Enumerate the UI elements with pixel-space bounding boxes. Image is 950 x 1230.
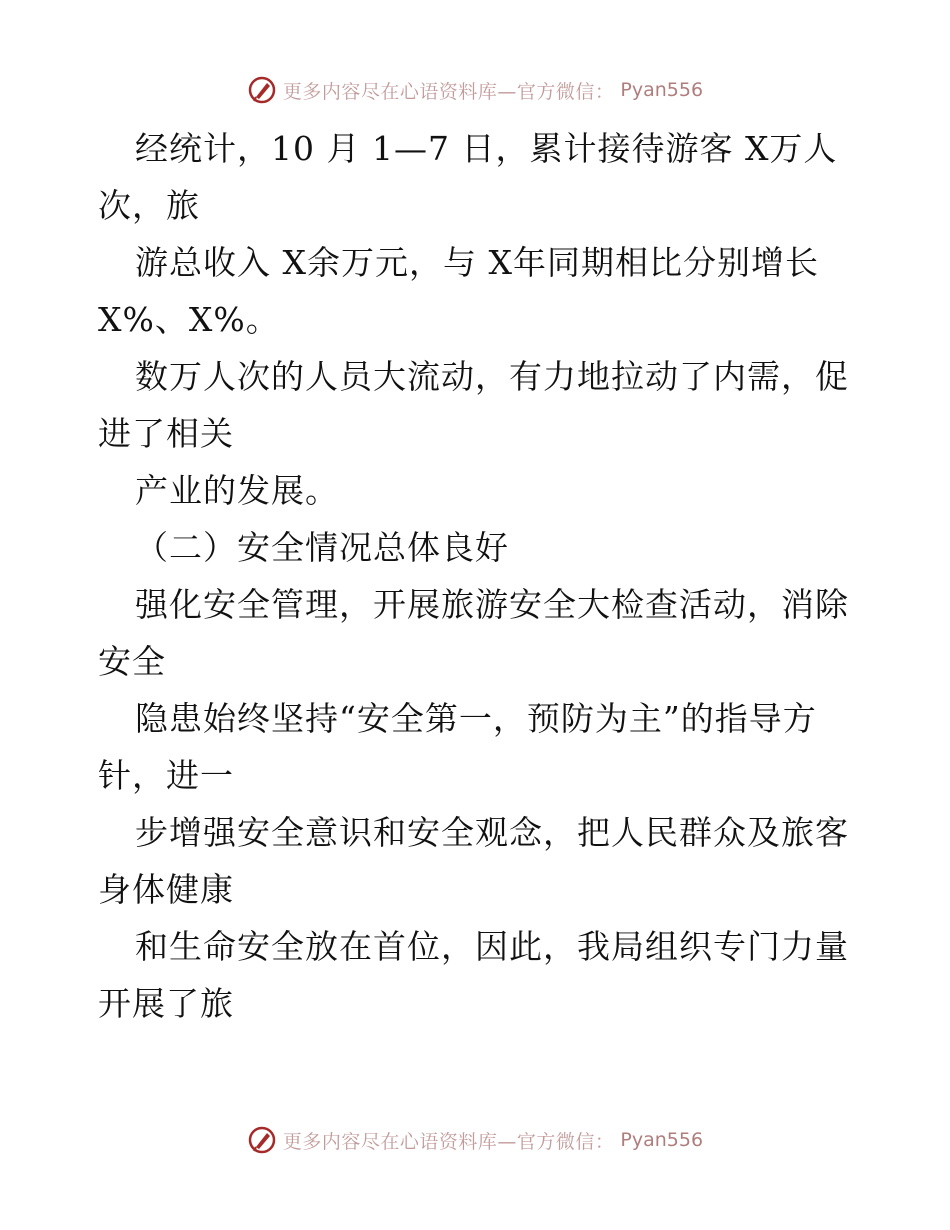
- text-line: 产业的发展。: [135, 471, 339, 510]
- watermark-id: Pyan556: [620, 1129, 704, 1151]
- header-watermark: [0, 72, 950, 108]
- footer-watermark: [0, 1122, 950, 1158]
- text-line: 和生命安全放在首位，因此，我局组织专门力量: [135, 927, 849, 966]
- text-line: 针，进一: [98, 756, 234, 795]
- text-line: 进了相关: [98, 414, 234, 453]
- text-line: 身体健康: [98, 870, 234, 909]
- text-line: 安全: [98, 642, 166, 681]
- text-line: 步增强安全意识和安全观念，把人民群众及旅客: [135, 813, 849, 852]
- text-line: 开展了旅: [98, 984, 234, 1023]
- text-line: 隐患始终坚持“安全第一，预防为主”的指导方: [135, 699, 817, 738]
- text-line: 强化安全管理，开展旅游安全大检查活动，消除: [135, 585, 849, 624]
- watermark-text: 更多内容尽在心语资料库—官方微信：: [282, 80, 615, 103]
- quill-logo-icon: [247, 75, 277, 105]
- text-line: 经统计，10 月 1—7 日，累计接待游客 X万人: [135, 129, 838, 168]
- section-heading: （二）安全情况总体良好: [135, 528, 509, 567]
- text-line: X%、X%。: [98, 300, 280, 339]
- quill-logo-icon: [247, 1125, 277, 1155]
- watermark-id: Pyan556: [620, 79, 704, 101]
- watermark-text: 更多内容尽在心语资料库—官方微信：: [282, 1130, 615, 1153]
- document-body: [98, 120, 858, 1032]
- text-line: 游总收入 X余万元，与 X年同期相比分别增长: [135, 243, 819, 282]
- text-line: 次，旅: [98, 186, 200, 225]
- text-line: 数万人次的人员大流动，有力地拉动了内需，促: [135, 357, 849, 396]
